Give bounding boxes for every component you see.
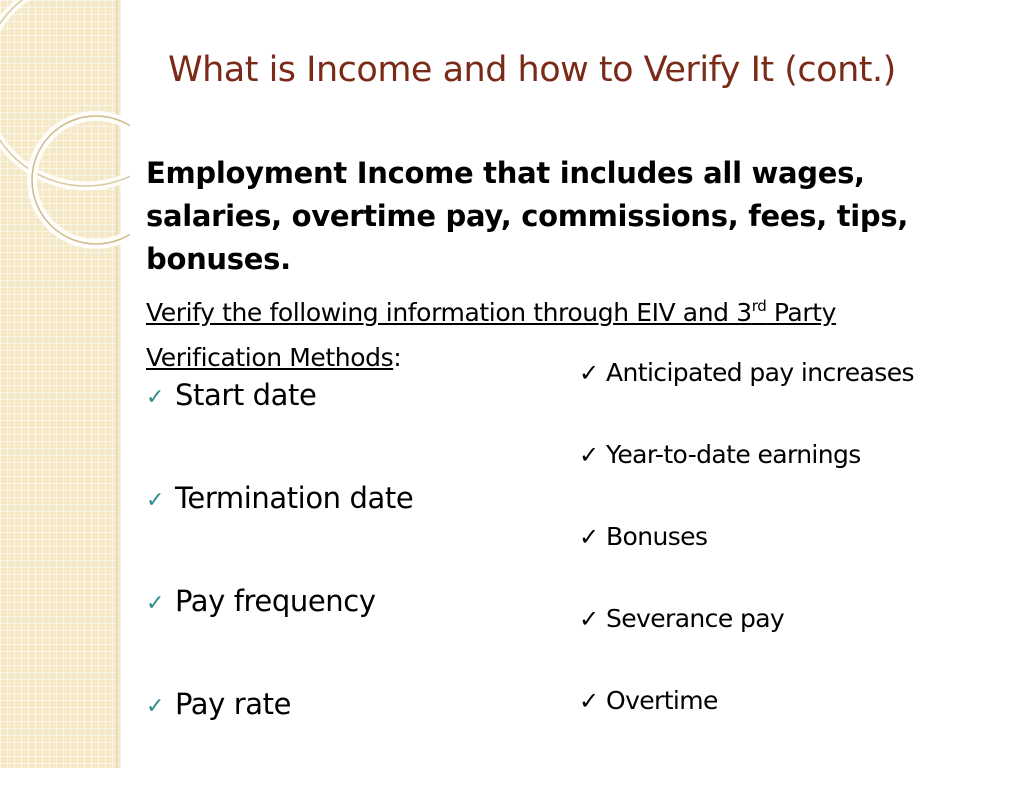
list-item-label: Bonuses xyxy=(606,522,708,551)
verify-colon: : xyxy=(393,343,402,372)
list-item-bonuses xyxy=(579,522,914,604)
checkmark-icon: ✓ xyxy=(146,591,165,616)
list-item-label: Year-to-date earnings xyxy=(606,440,861,469)
decorative-rings xyxy=(0,0,130,330)
list-item-label: Anticipated pay increases xyxy=(606,358,914,387)
ring-large xyxy=(0,0,130,186)
checkmark-icon: ✓ xyxy=(579,523,599,551)
left-checklist xyxy=(146,378,413,790)
slide-title: What is Income and how to Verify It (cont.) xyxy=(168,50,896,90)
right-checklist xyxy=(579,358,914,768)
list-item-label: Overtime xyxy=(606,686,718,715)
list-item-overtime xyxy=(579,686,914,768)
list-item-pay-rate xyxy=(146,687,413,790)
list-item-label: Start date xyxy=(175,378,317,412)
verify-text-part-2: Party Verification Methods xyxy=(146,298,837,372)
list-item-start-date xyxy=(146,378,413,481)
list-item-termination-date xyxy=(146,481,413,584)
checkmark-icon: ✓ xyxy=(146,488,165,513)
checkmark-icon: ✓ xyxy=(579,687,599,715)
list-item-label: Termination date xyxy=(175,481,414,515)
list-item-label: Pay frequency xyxy=(175,584,376,618)
list-item-severance-pay xyxy=(579,604,914,686)
list-item-anticipated-pay-increases xyxy=(579,358,914,440)
verify-text-part-1: Verify the following information through EIV and 3 xyxy=(146,298,752,327)
checkmark-icon: ✓ xyxy=(579,605,599,633)
list-item-year-to-date-earnings xyxy=(579,440,914,522)
verify-superscript: rd xyxy=(751,297,767,315)
list-item-pay-frequency xyxy=(146,584,413,687)
checkmark-icon: ✓ xyxy=(146,694,165,719)
checkmark-icon: ✓ xyxy=(579,441,599,469)
employment-income-headline: Employment Income that includes all wages, salaries, overtime pay, commissions, fees, tips, bonuses. xyxy=(146,156,909,276)
checkmark-icon: ✓ xyxy=(146,385,165,410)
list-item-label: Severance pay xyxy=(606,604,785,633)
checkmark-icon: ✓ xyxy=(579,359,599,387)
list-item-label: Pay rate xyxy=(175,687,292,721)
